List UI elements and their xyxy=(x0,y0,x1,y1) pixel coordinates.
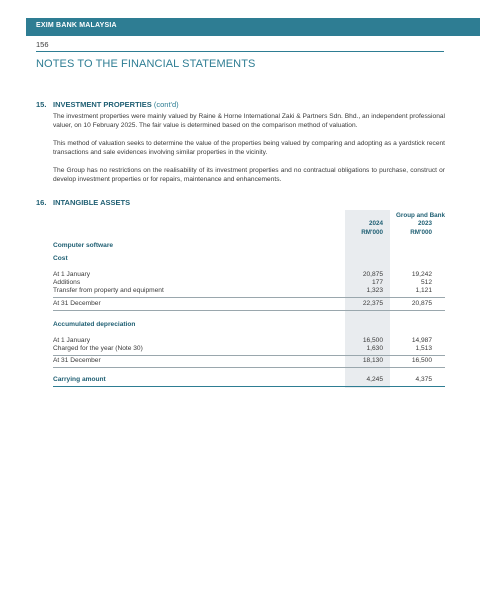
row-label: At 31 December xyxy=(53,357,101,364)
value-2024: 20,875 xyxy=(362,271,383,278)
value-2024: 1,323 xyxy=(366,287,383,294)
paragraph-restrictions: The Group has no restrictions on the realisability of its investment properties and no contractual obligations to purchase, construct or develop investment properties or for repairs, maintenance and enhancements. xyxy=(53,167,445,183)
unit-2024-header: RM'000 xyxy=(361,229,383,236)
value-2023: 512 xyxy=(420,279,432,286)
unit-2023-header: RM'000 xyxy=(410,229,432,236)
value-2024: 22,375 xyxy=(362,300,383,307)
row-label: Charged for the year (Note 30) xyxy=(53,345,143,352)
paragraph-method: This method of valuation seeks to determine the value of the properties being valued by comparing and adopting as a yardstick recent transactions and sale evidences involving similar properties in the vicinity. xyxy=(53,140,445,156)
row-label: Additions xyxy=(53,279,81,286)
value-2023: 4,375 xyxy=(415,376,432,383)
row-label: At 1 January xyxy=(53,337,91,344)
year-2023-header: 2023 xyxy=(417,220,432,227)
value-2024: 18,130 xyxy=(362,357,383,364)
paragraph-valuation: The investment properties were mainly valued by Raine & Horne International Zaki & Partners Sdn. Bhd., an independent professional valuer, on 10 February 2025. The fair value is determined based on the comparison method of valuation. xyxy=(53,113,445,129)
value-2023: 14,987 xyxy=(411,337,432,344)
section-title-text: INVESTMENT PROPERTIES xyxy=(53,100,152,109)
row-label: Carrying amount xyxy=(53,376,106,383)
bank-name: EXIM BANK MALAYSIA xyxy=(36,22,117,29)
value-2023: 1,513 xyxy=(415,345,432,352)
cost-label: Cost xyxy=(53,255,68,262)
row-divider xyxy=(53,310,445,311)
depreciation-label: Accumulated depreciation xyxy=(53,321,136,328)
section-number: 15. xyxy=(36,100,47,109)
value-2023: 1,121 xyxy=(415,287,432,294)
row-divider xyxy=(53,355,445,356)
row-label: Transfer from property and equipment xyxy=(53,287,164,294)
value-2023: 16,500 xyxy=(411,357,432,364)
section-title xyxy=(53,100,179,109)
value-2023: 20,875 xyxy=(411,300,432,307)
header-divider xyxy=(36,51,444,52)
year-2024-header: 2024 xyxy=(368,220,383,227)
row-label: At 31 December xyxy=(53,300,101,307)
value-2024: 177 xyxy=(371,279,383,286)
header-bar xyxy=(0,18,480,36)
value-2024: 1,630 xyxy=(366,345,383,352)
page-title: NOTES TO THE FINANCIAL STATEMENTS xyxy=(36,58,256,70)
contd-label: (cont'd) xyxy=(153,100,179,109)
row-divider xyxy=(53,367,445,368)
page-number: 156 xyxy=(36,40,49,49)
value-2023: 19,242 xyxy=(411,271,432,278)
section-title: INTANGIBLE ASSETS xyxy=(53,198,131,207)
row-divider xyxy=(53,297,445,298)
category-label: Computer software xyxy=(53,242,114,249)
table-bottom-rule xyxy=(53,386,445,387)
row-label: At 1 January xyxy=(53,271,91,278)
value-2024: 4,245 xyxy=(366,376,383,383)
section-number: 16. xyxy=(36,198,47,207)
group-and-bank-header: Group and Bank xyxy=(396,212,445,219)
value-2024: 16,500 xyxy=(362,337,383,344)
